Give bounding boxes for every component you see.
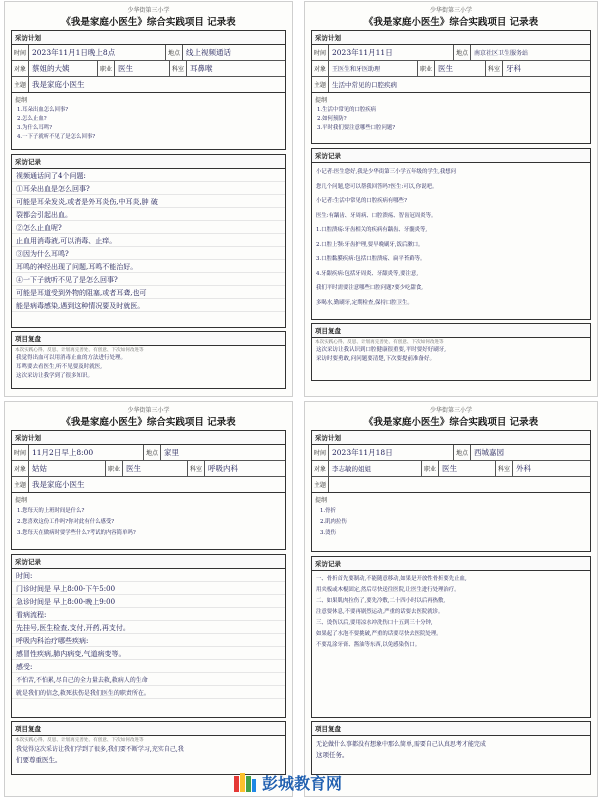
question-item: 4.一下子就听不见了是怎么回事? [17,134,96,140]
record-line: 不要乱涂牙膏、酱油等东西,以免感染伤口。 [316,642,421,648]
question-item: 2.怎么止血? [17,116,47,122]
record-line: 一、骨折首先要制动,不能随意移动,如果是开放性骨折要先止血, [316,576,467,582]
questions-label: 提纲 [15,497,28,504]
sheet-title: 《我是家庭小医生》综合实践项目 记录表 [363,417,539,428]
record-line: 就是我们的信念,救死扶伤是我们医生的职责所在。 [16,690,150,697]
place-value: 南京社区卫生服务站 [474,50,529,57]
target-value: 姑姑 [29,461,106,476]
record-line: 看病流程: [16,611,47,619]
theme-label: 主题 [12,77,29,92]
review-line: 我觉得出血可以用消毒止血的方法进行处理。 [16,355,127,361]
record-line: 可能是耳道受到外物的阻塞,或者耳聋,也可 [16,289,147,297]
job-value: 医生 [123,461,188,476]
time-row [12,445,285,461]
record-line: 止血用消毒液,可以消毒、止痒。 [16,237,117,245]
time-label: 时间 [312,445,329,460]
question-item: 3.您每天在做病时要学些什么?考试的内容简单吗? [17,530,136,536]
plan-box [11,30,286,93]
record-heading: 采访记录 [12,155,285,169]
dept-value: 耳鼻喉 [190,64,213,73]
record-line: 用夹板或木棍固定,然后尽快送往医院,让医生进行处理治疗。 [316,587,460,593]
theme-value: 我是家庭小医生 [32,80,85,89]
school-name: 少华街第三小学 [429,7,472,14]
question-item: 1.生活中常见的口腔疾病 [317,107,377,113]
record-line: 急诊时间是 早上8:00-晚上9:00 [16,598,116,606]
review-box [11,331,286,389]
review-heading: 项目复盘 [312,324,590,338]
plan-heading: 采访计划 [12,431,285,445]
record-line: ①耳朵出血是怎么回事? [16,185,90,193]
target-row [12,461,285,477]
target-label: 对象 [312,61,329,76]
review-heading: 项目复盘 [312,722,590,736]
theme-row [12,77,285,92]
dept-value: 牙科 [506,64,522,73]
record-line: 小记者:生活中常见的口腔疾病有哪些? [316,198,407,204]
record-box [11,554,286,718]
record-heading: 采访记录 [312,149,590,163]
questions-box [11,93,286,150]
job-value: 医生 [435,61,486,76]
plan-box [311,430,591,493]
review-line: 这次采访让我认识到口腔健康很重要,平时要好好刷牙, [316,347,446,353]
record-line: 3.口腔黏膜疾病:包括口腔溃疡、扁平苔藓等。 [316,256,426,262]
review-hint: 本次实践心得、反思、计划再完善处、有创意、下次如何改进等 [315,340,444,345]
question-item: 2.肌肉拉伤 [320,519,347,525]
review-line: 我觉得这次采访让我们学到了很多,我们要不断学习,充实自己,我 [16,746,184,753]
review-line: 无论做什么事都没有想象中那么简单,需要自己认真思考才能完成 [316,741,486,748]
record-heading: 采访记录 [312,557,590,571]
questions-label: 提纲 [315,97,328,104]
record-line: 我们平时需要注意哪些口腔问题?要少吃甜食, [316,285,424,291]
record-line: 裂都会引起出血。 [16,211,72,219]
target-label: 对象 [12,61,29,76]
time-label: 时间 [12,45,29,60]
site-watermark [232,768,342,796]
record-line: 1.口腔溃疡:牙齿相关的疾病有龋齿、牙髓炎等, [316,227,428,233]
question-item: 3.为什么耳鸣? [17,125,52,131]
review-hint: 本次实践心得、反思、计划再完善处、有创意、下次如何改进等 [15,738,144,743]
place-value: 线上视频通话 [186,48,232,57]
record-line: 4.牙龈疾病:包括牙周炎、牙龈炎等,要注意, [316,270,419,277]
review-box [311,721,591,775]
target-value: 王医生和牙医助理 [329,61,418,76]
record-line: 可能是耳朵发炎,或者是外耳炎伤,中耳炎,肿 破 [16,198,158,206]
record-line: 视频通话问了4个问题: [16,172,86,180]
job-label: 职业 [106,461,123,476]
record-sheet-2 [305,2,597,396]
review-line: 采访时要勇敢,问问题要清楚,下次要提前准备好。 [316,356,435,362]
record-line: 不怕苦,不怕累,尽自己的全力量去救,救病人的生命 [16,677,148,684]
review-line: 耳鸣要去看医生,听不见要及时就医, [16,364,102,370]
time-row [312,45,590,61]
job-label: 职业 [418,61,435,76]
job-value: 医生 [115,61,170,76]
place-label: 地点 [454,45,471,60]
time-label: 时间 [12,445,29,460]
place-label: 地点 [454,445,471,460]
sheet-title: 《我是家庭小医生》综合实践项目 记录表 [363,17,539,28]
record-line: 时间: [16,572,33,580]
job-value: 医生 [439,461,496,476]
school-name: 少华街第三小学 [429,407,472,414]
theme-row [12,477,285,492]
review-box [11,721,286,775]
sheet-title: 《我是家庭小医生》综合实践项目 记录表 [61,17,236,28]
record-line: 您几个问题,您可以帮我回答吗?医生:可以,你说吧。 [316,183,438,190]
dept-label: 科室 [496,461,513,476]
time-value: 2023年11月11日 [329,45,454,60]
theme-label: 主题 [312,477,329,492]
question-item: 1.您每天的上班时间是什么? [17,508,85,514]
record-line: ②怎么止血呢? [16,224,62,232]
target-row [12,61,285,77]
questions-box [11,493,286,550]
questions-label: 提纲 [15,97,28,104]
theme-value [329,477,590,492]
question-item: 2.如何预防? [317,116,347,122]
review-box [311,323,591,381]
time-value: 2023年11月18日 [329,445,454,460]
dept-value: 外科 [516,464,532,473]
dept-label: 科室 [486,61,503,76]
theme-label: 主题 [12,477,29,492]
place-value: 西城嘉园 [474,448,505,457]
record-line: 医生:有龋齿、牙周病、口腔溃疡、智齿冠周炎等。 [316,212,437,219]
record-line: 呼吸内科治疗哪些疾病: [16,637,89,645]
school-name: 少华街第三小学 [127,7,170,14]
record-line: 2.口腔上颚:牙齿护理,要早晚刷牙,饭后漱口。 [316,241,424,248]
record-heading: 采访记录 [12,555,285,569]
question-item: 3.烫伤 [320,530,336,536]
record-line: 感受: [16,663,33,671]
review-line: 这项任务。 [316,751,349,759]
plan-heading: 采访计划 [312,431,590,445]
time-value: 2023年11月1日晚上8点 [29,45,166,60]
job-label: 职业 [422,461,439,476]
question-item: 1.骨折 [320,508,336,514]
question-item: 3.平时我们要注意哪些口腔问题? [317,125,396,131]
question-item: 2.您喜欢这份工作吗?你对此有什么感受? [17,519,115,525]
dept-value: 呼吸内科 [208,464,239,473]
place-value: 家里 [164,448,180,457]
questions-box [311,93,591,144]
time-value: 11月2日早上8:00 [29,445,144,460]
plan-heading: 采访计划 [12,31,285,45]
questions-box [311,493,591,552]
time-row [312,445,590,461]
sheet-title: 《我是家庭小医生》综合实践项目 记录表 [61,417,236,428]
review-heading: 项目复盘 [12,722,285,736]
record-line: 三、烫伤以后,要用凉水冲洗伤口十五到三十分钟, [316,620,433,626]
record-box [311,556,591,718]
school-name: 少华街第三小学 [127,407,170,414]
plan-heading: 采访计划 [312,31,590,45]
theme-row [312,477,590,492]
target-label: 对象 [312,461,329,476]
target-value: 李志敏的姐姐 [329,461,422,476]
book-logo-icon [232,770,258,794]
record-line: 二、如果肌肉拉伤了,要先冷敷,二十四小时以后再热敷, [316,598,446,604]
record-line: ④一下子就听不见了是怎么回事? [16,276,118,284]
record-line: 多喝水,勤刷牙,定期检查,保持口腔卫生。 [316,299,413,306]
record-line: 注意要休息,不要再剧烈运动,严重的话要去医院就诊。 [316,609,444,615]
dept-label: 科室 [188,461,205,476]
place-label: 地点 [166,45,183,60]
time-label: 时间 [312,45,329,60]
record-line: 耳鸣的神经出现了问题,耳鸣不能治好。 [16,263,138,271]
target-value: 蔡姐的大姨 [29,61,98,76]
target-label: 对象 [12,461,29,476]
record-sheet-3 [5,402,292,796]
theme-label: 主题 [312,77,329,92]
record-line: 门诊时间是 早上8:00-下午5:00 [16,585,116,593]
plan-box [311,30,591,93]
target-row [312,461,590,477]
record-line: ③因为什么耳鸣? [16,250,69,258]
plan-box [11,430,286,493]
review-line: 们要尊重医生。 [16,756,62,764]
review-line: 这次采访让我学到了很多知识。 [16,373,94,379]
record-sheet-4 [305,402,597,796]
questions-label: 提纲 [315,497,328,504]
record-sheet-1 [5,2,292,396]
dept-label: 科室 [170,61,187,76]
theme-value: 生活中常见的口腔疾病 [332,81,398,89]
time-row [12,45,285,61]
theme-row [312,77,590,92]
record-line: 先挂号,医生检查,支付,开药,再支付。 [16,624,130,632]
record-box [11,154,286,328]
place-label: 地点 [144,445,161,460]
theme-value: 我是家庭小医生 [32,480,85,489]
question-item: 1.耳朵出血怎么回事? [17,107,69,113]
record-box [311,148,591,320]
review-hint: 本次实践心得、反思、计划再完善处、有创意、下次如何改进等 [15,348,144,353]
target-row [312,61,590,77]
record-line: 能是病毒感染,遇到这种情况要及时就医。 [16,302,145,310]
record-line: 如果起了水泡不要挑破,严重的话要尽快去医院处理。 [316,631,442,637]
brand-name: 彭城教育网 [262,773,343,793]
record-line: 感冒性疾病,肺内病变,气道病变等。 [16,650,126,658]
review-heading: 项目复盘 [12,332,285,346]
job-label: 职业 [98,61,115,76]
record-line: 小记者:医生您好,我是少华街第三小学五年级的学生,我想问 [316,169,457,175]
